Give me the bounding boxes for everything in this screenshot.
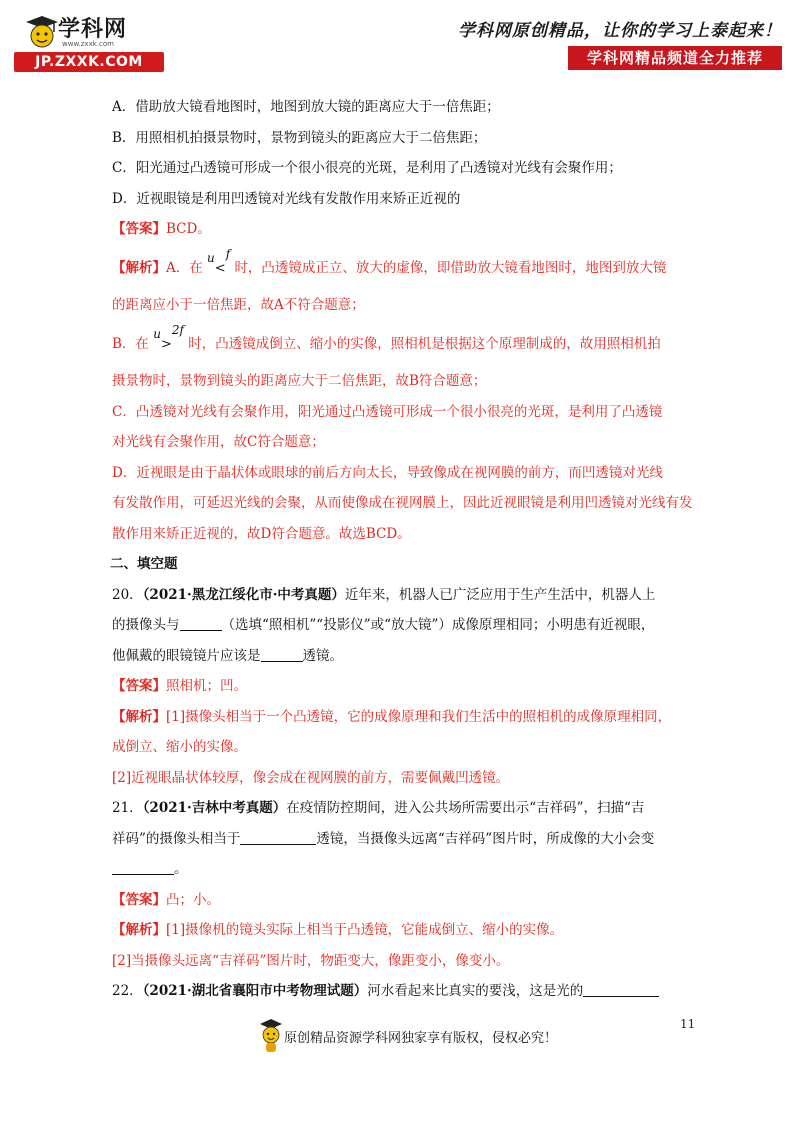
question-source: （2021·黑龙江绥化市·中考真题） bbox=[142, 586, 345, 603]
question-22-line1 bbox=[112, 976, 712, 1007]
question-21-line3 bbox=[112, 854, 712, 885]
exp-text: 时，凸透镜成正立、放大的虚像，即借助放大镜看地图时，地图到放大镜 bbox=[234, 259, 667, 276]
math-lt: < bbox=[214, 260, 226, 276]
question-text: 河水看起来比真实的要浅，这是光的 bbox=[367, 983, 584, 999]
header-slogan: 学科网原创精品，让你的学习上泰起来！ bbox=[458, 21, 782, 41]
option-d: D．近视眼镜是利用凹透镜对光线有发散作用来矫正近视的 bbox=[112, 190, 461, 207]
explanation-19-d2: 有发散作用，可延迟光线的会聚，从而使像成在视网膜上，因此近视眼镜是利用凹透镜对光线有发 bbox=[112, 495, 693, 511]
zxxk-logo[interactable] bbox=[14, 10, 164, 74]
math-u: u bbox=[153, 326, 161, 341]
explanation-19-d1: D．近视眼是由于晶状体或眼球的前后方向太长，导致像成在视网膜的前方，而凹透镜对光线 bbox=[112, 464, 663, 481]
mascot-icon bbox=[20, 12, 60, 52]
question-number: 20． bbox=[112, 586, 143, 603]
mascot-icon bbox=[258, 1015, 284, 1055]
logo-url-badge[interactable]: JP.ZXXK.COM bbox=[14, 52, 164, 72]
answer-blank[interactable] bbox=[240, 831, 316, 845]
question-21-line1 bbox=[112, 793, 712, 824]
question-20-line3 bbox=[112, 641, 712, 672]
explanation-19-b1 bbox=[112, 322, 712, 361]
question-20-line2 bbox=[112, 610, 712, 641]
question-source: （2021·湖北省襄阳市中考物理试题） bbox=[142, 983, 368, 999]
math-f: f bbox=[225, 246, 231, 261]
option-a: A．借助放大镜看地图时，地图到放大镜的距离应大于一倍焦距； bbox=[112, 99, 500, 115]
math-u: u bbox=[207, 250, 215, 265]
answer-tag: 【答案】 bbox=[112, 891, 166, 908]
question-21-line2 bbox=[112, 824, 712, 855]
question-text: （选填“照相机”“投影仪”或“放大镜”）成像原理相同；小明患有近视眼， bbox=[221, 617, 655, 633]
answer-blank[interactable] bbox=[261, 648, 303, 662]
channel-banner[interactable]: 学科网精品频道全力推荐 bbox=[568, 46, 782, 70]
explanation-tag: 【解析】 bbox=[112, 922, 166, 938]
document-body bbox=[112, 92, 712, 1007]
option-c: C．阳光通过凸透镜可形成一个很小很亮的光斑，是利用了凸透镜对光线有会聚作用； bbox=[112, 160, 622, 176]
explanation-tag: 【解析】 bbox=[112, 708, 166, 725]
math-u-gt-2f bbox=[153, 322, 184, 361]
explanation-19-b2: 摄景物时，景物到镜头的距离应大于二倍焦距，故B符合题意； bbox=[112, 373, 487, 389]
explanation-tag: 【解析】 bbox=[112, 259, 166, 276]
answer-tag: 【答案】 bbox=[112, 678, 166, 694]
explanation-20-2: 成倒立、缩小的实像。 bbox=[112, 739, 247, 755]
explanation-19-a2: 的距离应小于一倍焦距，故A不符合题意； bbox=[112, 297, 365, 313]
footer-copyright: 原创精品资源学科网独家享有版权，侵权必究！ bbox=[284, 1031, 558, 1046]
answer-tag: 【答案】 bbox=[112, 221, 166, 237]
explanation-21-2: [2]当摄像头远离“吉祥码”图片时，物距变大，像距变小，像变小。 bbox=[112, 952, 510, 969]
explanation-19-a1 bbox=[112, 246, 712, 285]
answer-blank[interactable] bbox=[583, 983, 659, 997]
question-text: 祥码”的摄像头相当于 bbox=[112, 830, 241, 847]
math-gt: > bbox=[160, 336, 172, 352]
exp-text: [1]摄像机的镜头实际上相当于凸透镜，它能成倒立、缩小的实像。 bbox=[166, 922, 564, 938]
answer-text: 照相机；凹。 bbox=[166, 678, 247, 694]
option-b: B．用照相机拍摄景物时，景物到镜头的距离应大于二倍焦距； bbox=[112, 129, 487, 146]
math-u-lt-f bbox=[207, 246, 231, 285]
math-2f: 2f bbox=[171, 322, 184, 337]
explanation-21-1 bbox=[112, 915, 712, 946]
question-number: 21． bbox=[112, 800, 143, 816]
question-20-line1 bbox=[112, 580, 712, 611]
question-number: 22． bbox=[112, 983, 143, 999]
answer-20 bbox=[112, 671, 712, 702]
answer-blank[interactable] bbox=[112, 861, 174, 875]
question-text: 他佩戴的眼镜镜片应该是 bbox=[112, 647, 261, 664]
answer-text: BCD。 bbox=[166, 221, 211, 237]
explanation-20-1 bbox=[112, 702, 712, 733]
page-number: 11 bbox=[680, 1017, 696, 1031]
question-text: 透镜，当摄像头远离“吉祥码”图片时，所成像的大小会变 bbox=[316, 830, 655, 847]
answer-blank[interactable] bbox=[180, 617, 222, 631]
question-text: 近年来，机器人已广泛应用于生产生活中，机器人上 bbox=[344, 586, 656, 603]
exp-text: B．在 bbox=[112, 335, 149, 352]
exp-text: [1]摄像头相当于一个凸透镜，它的成像原理和我们生活中的照相机的成像原理相同， bbox=[166, 708, 672, 725]
answer-text: 凸；小。 bbox=[166, 891, 220, 908]
exp-text: 时，凸透镜成倒立、缩小的实像，照相机是根据这个原理制成的，故用照相机拍 bbox=[188, 335, 661, 352]
answer-21 bbox=[112, 885, 712, 916]
explanation-19-d3: 散作用来矫正近视的，故D符合题意。故选BCD。 bbox=[112, 525, 411, 542]
logo-small-url: www.zxxk.com bbox=[62, 40, 114, 48]
question-text: 透镜。 bbox=[302, 647, 343, 664]
question-text: 的摄像头与 bbox=[112, 617, 180, 633]
explanation-20-3: [2]近视眼晶状体较厚，像会成在视网膜的前方，需要佩戴凹透镜。 bbox=[112, 769, 510, 786]
page-header bbox=[0, 0, 800, 85]
explanation-19-c2: 对光线有会聚作用，故C符合题意； bbox=[112, 434, 325, 450]
question-source: （2021·吉林中考真题） bbox=[142, 800, 287, 816]
exp-text: A．在 bbox=[166, 259, 203, 276]
explanation-19-c1: C．凸透镜对光线有会聚作用，阳光通过凸透镜可形成一个很小很亮的光斑，是利用了凸透镜 bbox=[112, 403, 663, 420]
question-text: 。 bbox=[174, 861, 188, 877]
question-text: 在疫情防控期间，进入公共场所需要出示“吉祥码”，扫描“吉 bbox=[286, 800, 645, 816]
logo-text: 学科网 bbox=[58, 17, 128, 42]
answer-19 bbox=[112, 214, 712, 245]
section-heading: 二、填空题 bbox=[110, 556, 178, 572]
